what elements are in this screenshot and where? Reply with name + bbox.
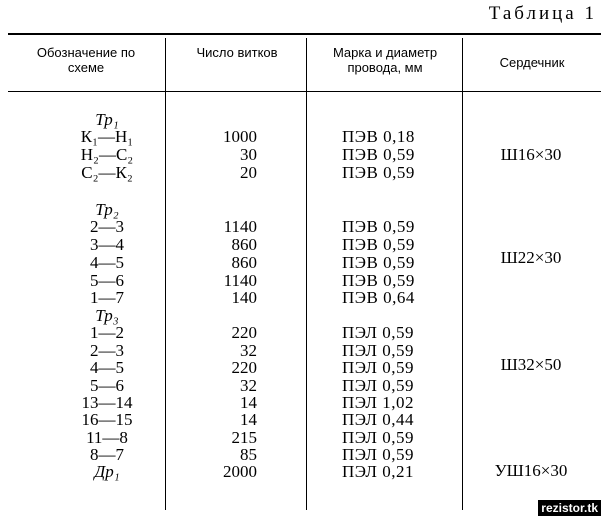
winding-label: 2—3 — [90, 341, 124, 360]
header-turns: Число витков — [196, 45, 278, 60]
core-cell-tr2: Ш22×30 — [500, 248, 562, 267]
wire-value: ПЭВ 0,59 — [342, 235, 415, 254]
winding-label: 5—6 — [90, 271, 124, 290]
wire-value: ПЭВ 0,59 — [342, 145, 415, 164]
winding-label: Тр₂ — [95, 200, 119, 219]
winding-label: 11—8 — [86, 428, 128, 447]
winding-label: 1—7 — [90, 288, 124, 307]
header-wire: Марка и диаметр провода, мм — [332, 45, 438, 75]
turns-value: 860 — [231, 235, 257, 254]
table-row — [0, 288, 605, 307]
wire-value: ПЭЛ 0,59 — [342, 358, 414, 377]
wire-value: ПЭЛ 1,02 — [342, 393, 414, 412]
header-bottom-rule — [8, 91, 601, 92]
core-cell-tr1: Ш16×30 — [500, 145, 562, 164]
winding-label: 3—4 — [90, 235, 124, 254]
winding-label: 4—5 — [90, 253, 124, 272]
wire-value: ПЭЛ 0,44 — [342, 410, 414, 429]
turns-value: 215 — [231, 428, 257, 447]
turns-value: 14 — [240, 393, 257, 412]
wire-value: ПЭВ 0,59 — [342, 217, 415, 236]
wire-value: ПЭВ 0,59 — [342, 163, 415, 182]
core-cell-tr3: Ш32×50 — [500, 355, 562, 374]
winding-label: 13—14 — [81, 393, 133, 412]
turns-value: 1140 — [223, 271, 257, 290]
winding-label: 4—5 — [90, 358, 124, 377]
wire-value: ПЭЛ 0,59 — [342, 341, 414, 360]
site-watermark: rezistor.tk — [538, 500, 601, 516]
winding-label: Тр₃ — [95, 306, 119, 325]
turns-value: 2000 — [223, 462, 257, 481]
wire-value: ПЭВ 0,59 — [342, 253, 415, 272]
turns-value: 14 — [240, 410, 257, 429]
winding-label: 1—2 — [90, 323, 124, 342]
winding-label: Н₂—С₂ — [80, 145, 134, 164]
winding-label: 16—15 — [81, 410, 133, 429]
winding-label: 2—3 — [90, 217, 124, 236]
winding-label: К₁—Н₁ — [80, 127, 134, 146]
turns-value: 1140 — [223, 217, 257, 236]
wire-value: ПЭВ 0,59 — [342, 271, 415, 290]
turns-value: 220 — [231, 358, 257, 377]
turns-value: 1000 — [223, 127, 257, 146]
wire-value: ПЭЛ 0,21 — [342, 462, 414, 481]
table-number-label: Таблица 1 — [488, 3, 597, 24]
turns-value: 860 — [231, 253, 257, 272]
wire-value: ПЭВ 0,64 — [342, 288, 415, 307]
winding-label: С₂—К₂ — [81, 163, 133, 182]
wire-value: ПЭЛ 0,59 — [342, 323, 414, 342]
turns-value: 32 — [240, 341, 257, 360]
turns-value: 85 — [240, 445, 257, 464]
header-core: Сердечник — [499, 55, 565, 70]
winding-label: Тр₁ — [95, 110, 119, 129]
wire-value: ПЭЛ 0,59 — [342, 445, 414, 464]
table-row — [0, 323, 605, 342]
table-top-rule — [8, 33, 601, 35]
winding-label: Др₁ — [94, 462, 120, 481]
turns-value: 32 — [240, 376, 257, 395]
turns-value: 30 — [240, 145, 257, 164]
table-row — [0, 163, 605, 182]
core-cell-dr1: УШ16×30 — [494, 461, 568, 480]
winding-label: 8—7 — [90, 445, 124, 464]
wire-value: ПЭВ 0,18 — [342, 127, 415, 146]
wire-value: ПЭЛ 0,59 — [342, 376, 414, 395]
winding-label: 5—6 — [90, 376, 124, 395]
header-designation: Обозначение по схеме — [36, 45, 136, 75]
table-row — [0, 217, 605, 236]
table-row — [0, 410, 605, 429]
turns-value: 140 — [231, 288, 257, 307]
table-row — [0, 127, 605, 146]
wire-value: ПЭЛ 0,59 — [342, 428, 414, 447]
turns-value: 220 — [231, 323, 257, 342]
turns-value: 20 — [240, 163, 257, 182]
